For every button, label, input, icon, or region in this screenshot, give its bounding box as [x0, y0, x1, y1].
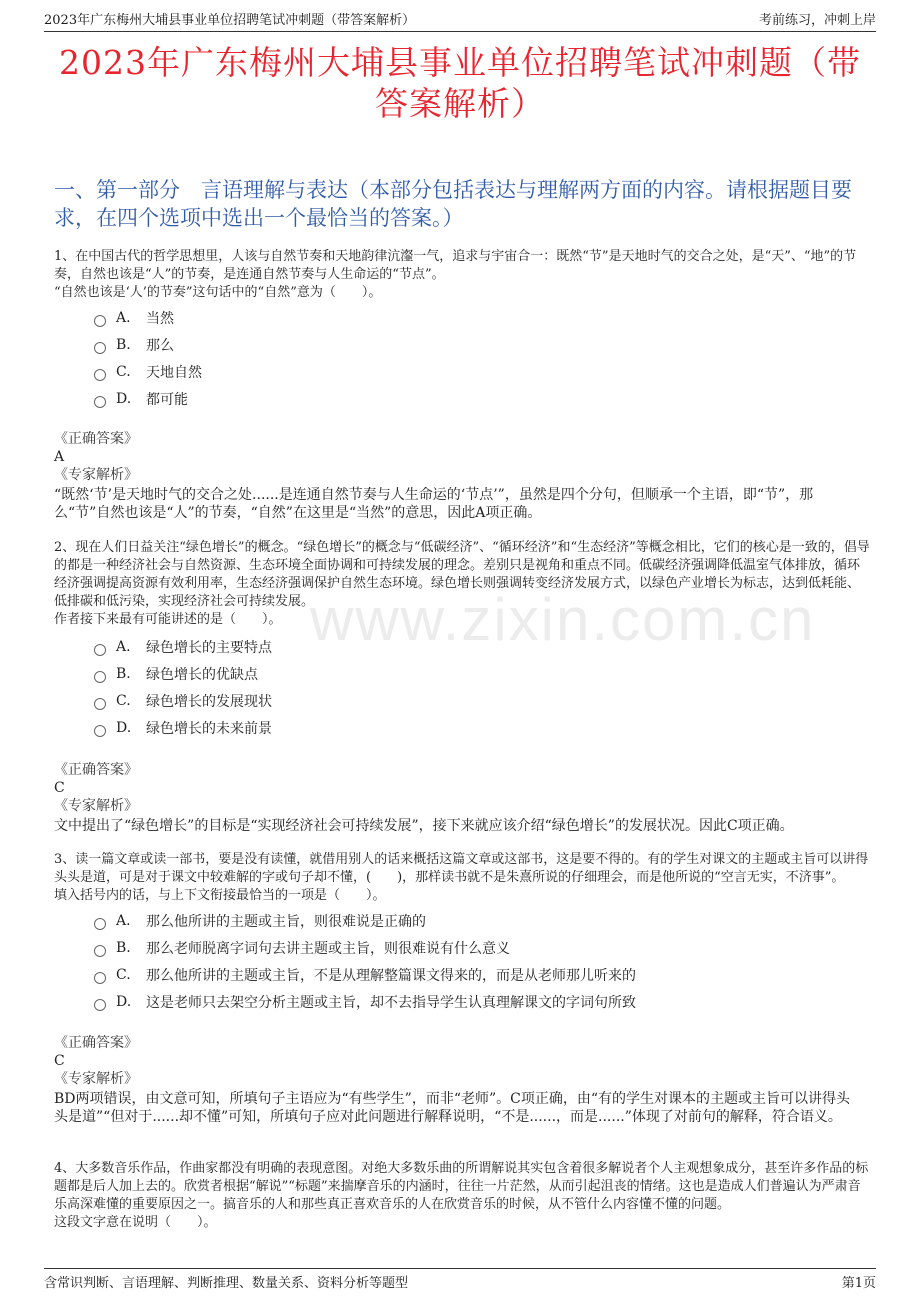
- analysis-label: 《专家解析》: [54, 467, 138, 483]
- analysis-label: 《专家解析》: [54, 1071, 138, 1087]
- radio-icon[interactable]: [94, 342, 106, 354]
- options-1: [94, 304, 202, 412]
- options-3: [94, 907, 636, 1015]
- question-4: [54, 1160, 870, 1232]
- option-d[interactable]: D. 都可能: [94, 385, 202, 412]
- answer-block-3: [54, 1034, 860, 1126]
- answer-label: 《正确答案》: [54, 762, 138, 778]
- question-prompt: 这段文字意在说明（ ）。: [54, 1215, 217, 1230]
- option-c[interactable]: C. 绿色增长的发展现状: [94, 687, 272, 714]
- question-prompt: 填入括号内的话，与上下文衔接最恰当的一项是（ ）。: [54, 888, 386, 903]
- question-prompt: 作者接下来最有可能讲述的是（ ）。: [54, 612, 282, 627]
- radio-icon[interactable]: [94, 725, 106, 737]
- question-stem: 2、现在人们日益关注“绿色增长”的概念。“绿色增长”的概念与“低碳经济”、“循环经济”和“生态经济”等概念相比，它们的核心是一致的，倡导的都是一种经济社会与自然资源、生态环境全面协调和可持续发展的理念。差别只是视角和重点不同。低碳经济强调降低温室气体排放，循环经济强调提高资源有效利用率，生态经济强调保护自然生态环境。绿色增长则强调转变经济发展方式，以绿色产业增长为标志，达到低耗能、低排碳和低污染，实现经济社会可持续发展。: [54, 540, 870, 609]
- radio-icon[interactable]: [94, 698, 106, 710]
- answer-label: 《正确答案》: [54, 431, 138, 447]
- page-number: 第1页: [841, 1276, 876, 1291]
- page-header: [44, 10, 876, 32]
- question-1: [54, 248, 870, 302]
- option-d[interactable]: D. 绿色增长的未来前景: [94, 714, 272, 741]
- question-stem: 3、读一篇文章或读一部书，要是没有读懂，就借用别人的话来概括这篇文章或这部书，这是要不得的。有的学生对课文的主题或主旨可以讲得头头是道，可是对于课文中较难解的字或句子却不懂，( )，那样读书就不是朱熹所说的仔细理会，而是他所说的“空言无实，不济事”。: [54, 852, 869, 885]
- option-c[interactable]: C. 天地自然: [94, 358, 202, 385]
- radio-icon[interactable]: [94, 369, 106, 381]
- option-a[interactable]: A. 绿色增长的主要特点: [94, 633, 272, 660]
- analysis-text: 文中提出了“绿色增长”的目标是“实现经济社会可持续发展”，接下来就应该介绍“绿色增长”的发展状况。因此C项正确。: [54, 818, 794, 834]
- option-c[interactable]: C. 那么他所讲的主题或主旨，不是从理解整篇课文得来的，而是从老师那儿听来的: [94, 961, 636, 988]
- analysis-text: “既然‘节’是天地时气的交合之处......是连通自然节奏与人生命运的‘节点’”，虽然是四个分句，但顺承一个主语，即“节”，那么“节”自然也该是“人”的节奏，“自然”在这里是“当然”的意思，因此A项正确。: [54, 487, 814, 521]
- answer-block-1: [54, 430, 860, 522]
- option-b[interactable]: B. 那么: [94, 331, 202, 358]
- question-stem: 4、大多数音乐作品，作曲家都没有明确的表现意图。对绝大多数乐曲的所谓解说其实包含着很多解说者个人主观想象成分，甚至许多作品的标题都是后人加上去的。欣赏者根据“解说”“标题”来揣摩音乐的内涵时，往往一片茫然，从而引起沮丧的情绪。这也是造成人们普遍认为严肃音乐高深难懂的重要原因之一。搞音乐的人和那些真正喜欢音乐的人在欣赏音乐的时候，从不管什么内容懂不懂的问题。: [54, 1161, 869, 1212]
- question-stem: 1、在中国古代的哲学思想里，人该与自然节奏和天地韵律沆瀣一气，追求与宇宙合一：既然“节”是天地时气的交合之处，是“天”、“地”的节奏，自然也该是“人”的节奏，是连通自然节奏与人生命运的“节点”。: [54, 249, 857, 282]
- option-a[interactable]: A. 当然: [94, 304, 202, 331]
- analysis-label: 《专家解析》: [54, 798, 138, 814]
- answer-label: 《正确答案》: [54, 1035, 138, 1051]
- option-d[interactable]: D. 这是老师只去架空分析主题或主旨，却不去指导学生认真理解课文的字词句所致: [94, 988, 636, 1015]
- answer-value: C: [54, 780, 65, 796]
- options-2: [94, 633, 272, 741]
- watermark: www.zixin.com.cn: [310, 586, 816, 653]
- option-b[interactable]: B. 那么老师脱离字词句去讲主题或主旨，则很难说有什么意义: [94, 934, 636, 961]
- section-heading: 一、第一部分 言语理解与表达（本部分包括表达与理解两方面的内容。请根据题目要求，在四个选项中选出一个最恰当的答案。）: [54, 178, 852, 230]
- radio-icon[interactable]: [94, 671, 106, 683]
- radio-icon[interactable]: [94, 945, 106, 957]
- document-title: 2023年广东梅州大埔县事业单位招聘笔试冲刺题（带答案解析）: [59, 43, 861, 123]
- header-slogan: 考前练习，冲刺上岸: [758, 13, 876, 28]
- option-a[interactable]: A. 那么他所讲的主题或主旨，则很难说是正确的: [94, 907, 636, 934]
- radio-icon[interactable]: [94, 918, 106, 930]
- radio-icon[interactable]: [94, 972, 106, 984]
- question-3: [54, 851, 870, 905]
- answer-value: C: [54, 1053, 65, 1069]
- answer-block-2: [54, 761, 860, 835]
- radio-icon[interactable]: [94, 396, 106, 408]
- page-footer: [44, 1268, 876, 1291]
- header-title: 2023年广东梅州大埔县事业单位招聘笔试冲刺题（带答案解析）: [44, 13, 416, 28]
- radio-icon[interactable]: [94, 644, 106, 656]
- option-b[interactable]: B. 绿色增长的优缺点: [94, 660, 272, 687]
- question-prompt: “自然也该是‘人’的节奏”这句话中的“自然”意为（ ）。: [54, 285, 382, 300]
- footer-note: 含常识判断、言语理解、判断推理、数量关系、资料分析等题型: [44, 1276, 409, 1291]
- answer-value: A: [54, 449, 65, 465]
- radio-icon[interactable]: [94, 999, 106, 1011]
- analysis-text: BD两项错误，由文意可知，所填句子主语应为“有些学生”，而非“老师”。C项正确，由“有的学生对课本的主题或主旨可以讲得头头是道”“但对于......却不懂”可知，所填句子应对此问题进行解释说明，“不是......，而是......”体现了对前句的解释，符合语义。: [54, 1091, 851, 1125]
- radio-icon[interactable]: [94, 315, 106, 327]
- question-2: [54, 539, 870, 629]
